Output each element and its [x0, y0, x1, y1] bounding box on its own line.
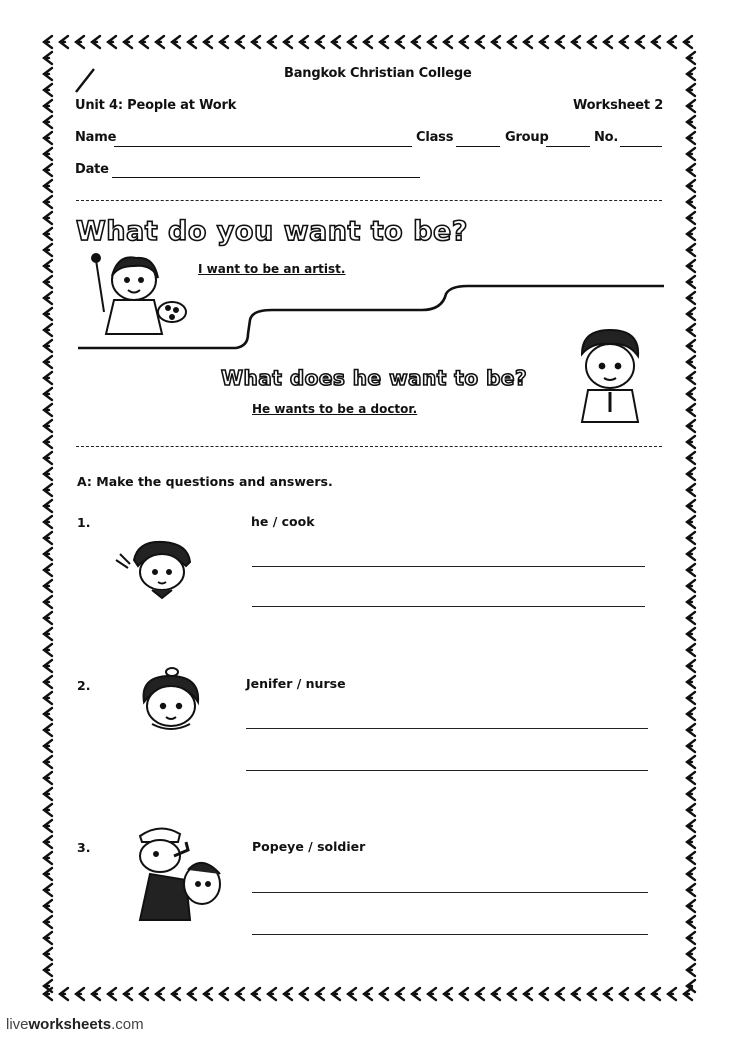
border-mark [44, 100, 52, 112]
border-mark [687, 628, 695, 640]
border-mark [44, 52, 52, 64]
border-mark [687, 228, 695, 240]
border-mark [60, 36, 68, 48]
border-mark [140, 988, 148, 1000]
border-mark [687, 884, 695, 896]
border-mark [108, 36, 116, 48]
border-mark [687, 532, 695, 544]
border-mark [687, 692, 695, 704]
item-2-answer-line-2[interactable] [246, 770, 648, 771]
border-mark [60, 988, 68, 1000]
border-mark [44, 196, 52, 208]
border-mark [348, 36, 356, 48]
date-field[interactable] [112, 177, 420, 178]
border-mark [687, 660, 695, 672]
border-mark [76, 36, 84, 48]
border-mark [44, 612, 52, 624]
border-mark [492, 988, 500, 1000]
border-mark [44, 932, 52, 944]
border-mark [604, 988, 612, 1000]
border-mark [332, 988, 340, 1000]
border-mark [687, 484, 695, 496]
border-mark [687, 340, 695, 352]
border-mark [687, 916, 695, 928]
group-label: Group [505, 130, 549, 145]
border-mark [687, 404, 695, 416]
border-mark [476, 988, 484, 1000]
item-2-prompt: Jenifer / nurse [246, 676, 346, 691]
border-mark [687, 772, 695, 784]
border-mark [44, 68, 52, 80]
border-mark [380, 988, 388, 1000]
border-mark [687, 308, 695, 320]
border-mark [396, 988, 404, 1000]
border-mark [92, 36, 100, 48]
border-mark [44, 676, 52, 688]
example-answer-1: I want to be an artist. [198, 262, 346, 276]
border-mark [44, 692, 52, 704]
border-mark [44, 916, 52, 928]
border-mark [652, 988, 660, 1000]
border-mark [44, 404, 52, 416]
border-mark [687, 84, 695, 96]
border-mark [687, 852, 695, 864]
name-label: Name [75, 130, 117, 145]
border-mark [44, 372, 52, 384]
item-3-answer-line-2[interactable] [252, 934, 648, 935]
border-mark [252, 36, 260, 48]
border-mark [44, 788, 52, 800]
border-mark [332, 36, 340, 48]
border-mark [460, 36, 468, 48]
border-mark [687, 180, 695, 192]
border-mark [540, 36, 548, 48]
border-mark [444, 988, 452, 1000]
border-mark [687, 196, 695, 208]
border-mark [687, 388, 695, 400]
border-mark [44, 36, 52, 48]
border-mark [252, 988, 260, 1000]
border-mark [687, 676, 695, 688]
border-mark [687, 900, 695, 912]
unit-title: Unit 4: People at Work [75, 98, 237, 113]
border-mark [684, 36, 692, 48]
name-field[interactable] [114, 146, 412, 147]
border-mark [687, 756, 695, 768]
border-mark [44, 292, 52, 304]
border-mark [428, 988, 436, 1000]
border-mark [284, 36, 292, 48]
item-3-number: 3. [77, 840, 91, 855]
group-field[interactable] [546, 146, 590, 147]
border-mark [687, 420, 695, 432]
border-mark [76, 988, 84, 1000]
border-mark [687, 612, 695, 624]
footer-brand-suffix: .com [111, 1016, 144, 1033]
border-mark [687, 596, 695, 608]
border-mark [428, 36, 436, 48]
border-mark [300, 36, 308, 48]
border-mark [620, 988, 628, 1000]
border-mark [556, 36, 564, 48]
item-2-answer-line-1[interactable] [246, 728, 648, 729]
border-mark [687, 324, 695, 336]
border-mark [220, 988, 228, 1000]
border-mark [652, 36, 660, 48]
border-mark [156, 36, 164, 48]
footer-brand-prefix: live [6, 1016, 29, 1033]
border-mark [508, 988, 516, 1000]
border-mark [687, 100, 695, 112]
border-mark [44, 580, 52, 592]
border-mark [687, 260, 695, 272]
border-mark [687, 436, 695, 448]
border-mark [460, 988, 468, 1000]
item-1-answer-line-2[interactable] [252, 606, 645, 607]
border-mark [268, 988, 276, 1000]
border-mark [668, 988, 676, 1000]
border-mark [44, 308, 52, 320]
item-3-prompt: Popeye / soldier [252, 839, 366, 854]
border-mark [508, 36, 516, 48]
border-mark [44, 340, 52, 352]
border-mark [588, 988, 596, 1000]
border-mark [687, 356, 695, 368]
border-mark [236, 988, 244, 1000]
border-mark [44, 532, 52, 544]
popeye-illustration [130, 820, 226, 926]
border-mark [687, 788, 695, 800]
border-mark [124, 36, 132, 48]
border-mark [687, 804, 695, 816]
item-2-number: 2. [77, 678, 91, 693]
border-mark [687, 244, 695, 256]
border-mark [44, 452, 52, 464]
item-1-prompt: he / cook [251, 514, 315, 529]
border-mark [687, 644, 695, 656]
example-answer-2: He wants to be a doctor. [252, 402, 418, 416]
border-mark [236, 36, 244, 48]
border-mark [687, 212, 695, 224]
border-mark [44, 116, 52, 128]
border-mark [492, 36, 500, 48]
example-question-1: What do you want to be? [76, 216, 468, 247]
border-mark [687, 724, 695, 736]
border-mark [44, 548, 52, 560]
item-1-number: 1. [77, 515, 91, 530]
border-mark [44, 468, 52, 480]
border-mark [687, 468, 695, 480]
border-mark [44, 164, 52, 176]
border-mark [364, 988, 372, 1000]
border-mark [44, 212, 52, 224]
border-mark [44, 724, 52, 736]
border-mark [668, 36, 676, 48]
border-mark [44, 388, 52, 400]
border-mark [687, 292, 695, 304]
border-mark [604, 36, 612, 48]
border-mark [44, 804, 52, 816]
border-mark [572, 36, 580, 48]
border-mark [44, 660, 52, 672]
border-mark [44, 852, 52, 864]
border-mark [687, 948, 695, 960]
border-mark [172, 36, 180, 48]
border-mark [108, 988, 116, 1000]
border-mark [380, 36, 388, 48]
border-mark [348, 988, 356, 1000]
border-mark [588, 36, 596, 48]
border-mark [364, 36, 372, 48]
border-mark [540, 988, 548, 1000]
border-mark [44, 884, 52, 896]
border-mark [44, 820, 52, 832]
border-mark [444, 36, 452, 48]
border-mark [204, 36, 212, 48]
border-mark [687, 932, 695, 944]
border-mark [687, 276, 695, 288]
border-mark [44, 596, 52, 608]
border-mark [687, 516, 695, 528]
border-mark [620, 36, 628, 48]
border-mark [44, 756, 52, 768]
border-mark [687, 820, 695, 832]
border-mark [636, 36, 644, 48]
school-name: Bangkok Christian College [284, 66, 472, 81]
border-mark [396, 36, 404, 48]
border-mark [316, 36, 324, 48]
border-mark [44, 500, 52, 512]
border-mark [156, 988, 164, 1000]
class-label: Class [416, 130, 454, 145]
border-mark [92, 988, 100, 1000]
example-question-2: What does he want to be? [221, 366, 528, 390]
border-mark [687, 116, 695, 128]
date-label: Date [75, 162, 109, 177]
border-mark [44, 708, 52, 720]
no-label: No. [594, 130, 619, 145]
border-mark [284, 988, 292, 1000]
item-3-answer-line-1[interactable] [252, 892, 648, 893]
border-mark [572, 988, 580, 1000]
border-mark [687, 52, 695, 64]
border-mark [687, 452, 695, 464]
border-mark [188, 988, 196, 1000]
border-mark [44, 260, 52, 272]
border-mark [220, 36, 228, 48]
border-mark [44, 148, 52, 160]
border-mark [687, 964, 695, 976]
border-mark [687, 132, 695, 144]
border-mark [687, 836, 695, 848]
footer-brand-main: worksheets [28, 1016, 112, 1033]
border-mark [687, 740, 695, 752]
border-mark [687, 68, 695, 80]
no-field[interactable] [620, 146, 662, 147]
section-a-title: A: Make the questions and answers. [77, 474, 333, 489]
border-mark [316, 988, 324, 1000]
border-mark [44, 900, 52, 912]
divider-top [76, 200, 662, 201]
border-mark [687, 708, 695, 720]
border-mark [44, 244, 52, 256]
class-field[interactable] [456, 146, 500, 147]
border-mark [44, 564, 52, 576]
border-mark [687, 548, 695, 560]
border-mark [44, 980, 52, 992]
border-mark [124, 988, 132, 1000]
border-mark [687, 564, 695, 576]
border-mark [44, 948, 52, 960]
border-mark [44, 436, 52, 448]
border-mark [412, 988, 420, 1000]
border-mark [687, 372, 695, 384]
border-mark [44, 180, 52, 192]
border-mark [556, 988, 564, 1000]
border-mark [188, 36, 196, 48]
border-mark [636, 988, 644, 1000]
cook-illustration [112, 538, 196, 610]
border-mark [44, 356, 52, 368]
border-mark [44, 516, 52, 528]
border-mark [44, 132, 52, 144]
border-mark [687, 164, 695, 176]
border-mark [412, 36, 420, 48]
border-mark [524, 36, 532, 48]
border-mark [524, 988, 532, 1000]
border-mark [687, 580, 695, 592]
border-mark [300, 988, 308, 1000]
border-mark [44, 228, 52, 240]
border-mark [44, 836, 52, 848]
border-mark [44, 484, 52, 496]
border-mark [687, 500, 695, 512]
border-mark [687, 868, 695, 880]
nurse-illustration [128, 664, 208, 736]
border-mark [140, 36, 148, 48]
border-mark [476, 36, 484, 48]
border-mark [44, 772, 52, 784]
border-mark [44, 868, 52, 880]
footer-brand[interactable] [6, 1016, 144, 1033]
border-mark [44, 324, 52, 336]
border-mark [44, 420, 52, 432]
border-mark [44, 740, 52, 752]
border-mark [44, 644, 52, 656]
border-mark [687, 148, 695, 160]
border-mark [44, 628, 52, 640]
border-mark [172, 988, 180, 1000]
border-mark [44, 276, 52, 288]
border-mark [44, 84, 52, 96]
doctor-illustration [574, 326, 646, 426]
worksheet-number: Worksheet 2 [573, 98, 664, 113]
item-1-answer-line-1[interactable] [252, 566, 645, 567]
divider-middle [76, 446, 662, 447]
border-mark [204, 988, 212, 1000]
pencil-icon [72, 66, 98, 96]
border-mark [44, 964, 52, 976]
border-mark [268, 36, 276, 48]
